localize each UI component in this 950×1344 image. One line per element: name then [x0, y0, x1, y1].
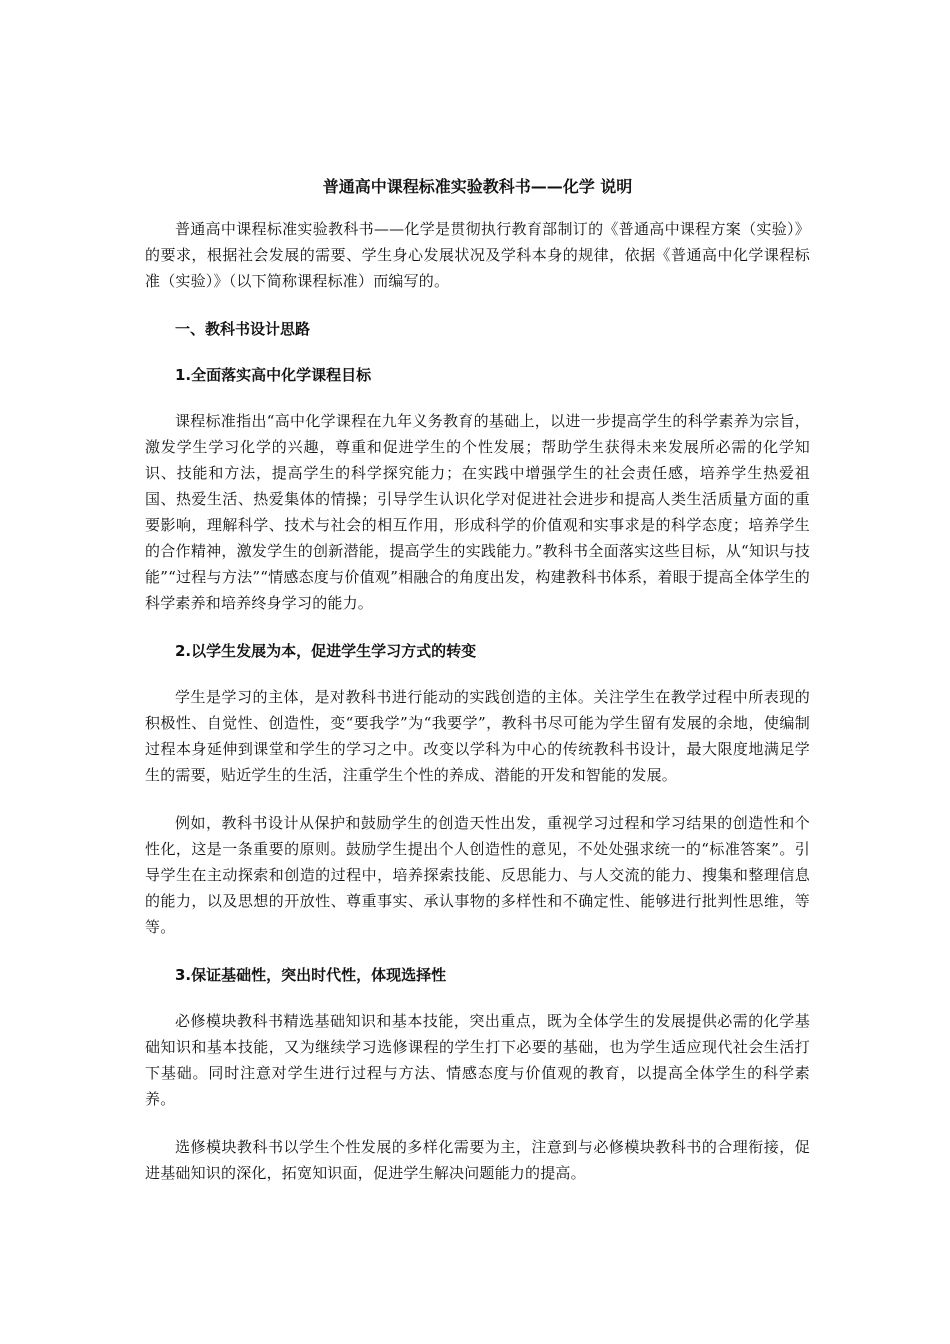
document-page [145, 174, 810, 1186]
subsection-heading-2: 2.以学生发展为本，促进学生学习方式的转变 [175, 642, 477, 660]
subsection-3-paragraph-2: 选修模块教科书以学生个性发展的多样化需要为主，注意到与必修模块教科书的合理衔接，促进基础知识的深化，拓宽知识面，促进学生解决问题能力的提高。 [145, 1138, 810, 1182]
subsection-1-paragraph: 课程标准指出“高中化学课程在九年义务教育的基础上，以进一步提高学生的科学素养为宗旨，激发学生学习化学的兴趣，尊重和促进学生的个性发展；帮助学生获得未来发展所必需的化学知识、技能和方法，提高学生的科学探究能力；在实践中增强学生的社会责任感，培养学生热爱祖国、热爱生活、热爱集体的情操；引导学生认识化学对促进社会进步和提高人类生活质量方面的重要影响，理解科学、技术与社会的相互作用，形成科学的价值观和实事求是的科学态度；培养学生的合作精神，激发学生的创新潜能，提高学生的实践能力。”教科书全面落实这些目标，从“知识与技能”“过程与方法”“情感态度与价值观”相融合的角度出发，构建教科书体系，着眼于提高全体学生的科学素养和培养终身学习的能力。 [145, 412, 810, 612]
subsection-2-paragraph-1: 学生是学习的主体，是对教科书进行能动的实践创造的主体。关注学生在教学过程中所表现的积极性、自觉性、创造性，变“要我学”为“我要学”，教科书尽可能为学生留有发展的余地，使编制过程本身延伸到课堂和学生的学习之中。改变以学科为中心的传统教科书设计，最大限度地满足学生的需要，贴近学生的生活，注重学生个性的养成、潜能的开发和智能的发展。 [145, 688, 810, 784]
subsection-2-paragraph-2: 例如，教科书设计从保护和鼓励学生的创造天性出发，重视学习过程和学习结果的创造性和个性化，这是一条重要的原则。鼓励学生提出个人创造性的意见，不处处强求统一的“标准答案”。引导学生在主动探索和创造的过程中，培养探索技能、反思能力、与人交流的能力、搜集和整理信息的能力，以及思想的开放性、尊重事实、承认事物的多样性和不确定性、能够进行批判性思维，等等。 [145, 814, 810, 936]
document-title: 普通高中课程标准实验教科书——化学 说明 [322, 177, 633, 196]
subsection-3-paragraph-1: 必修模块教科书精选基础知识和基本技能，突出重点，既为全体学生的发展提供必需的化学基础知识和基本技能，又为继续学习选修课程的学生打下必要的基础，也为学生适应现代社会生活打下基础。同时注意对学生进行过程与方法、情感态度与价值观的教育，以提高全体学生的科学素养。 [145, 1012, 810, 1108]
subsection-heading-3: 3.保证基础性，突出时代性，体现选择性 [175, 966, 447, 984]
subsection-heading-1: 1.全面落实高中化学课程目标 [175, 366, 372, 384]
intro-paragraph: 普通高中课程标准实验教科书——化学是贯彻执行教育部制订的《普通高中课程方案（实验）》的要求，根据社会发展的需要、学生身心发展状况及学科本身的规律，依据《普通高中化学课程标准（实验）》（以下简称课程标准）而编写的。 [145, 220, 810, 290]
section-heading: 一、教科书设计思路 [175, 320, 311, 338]
